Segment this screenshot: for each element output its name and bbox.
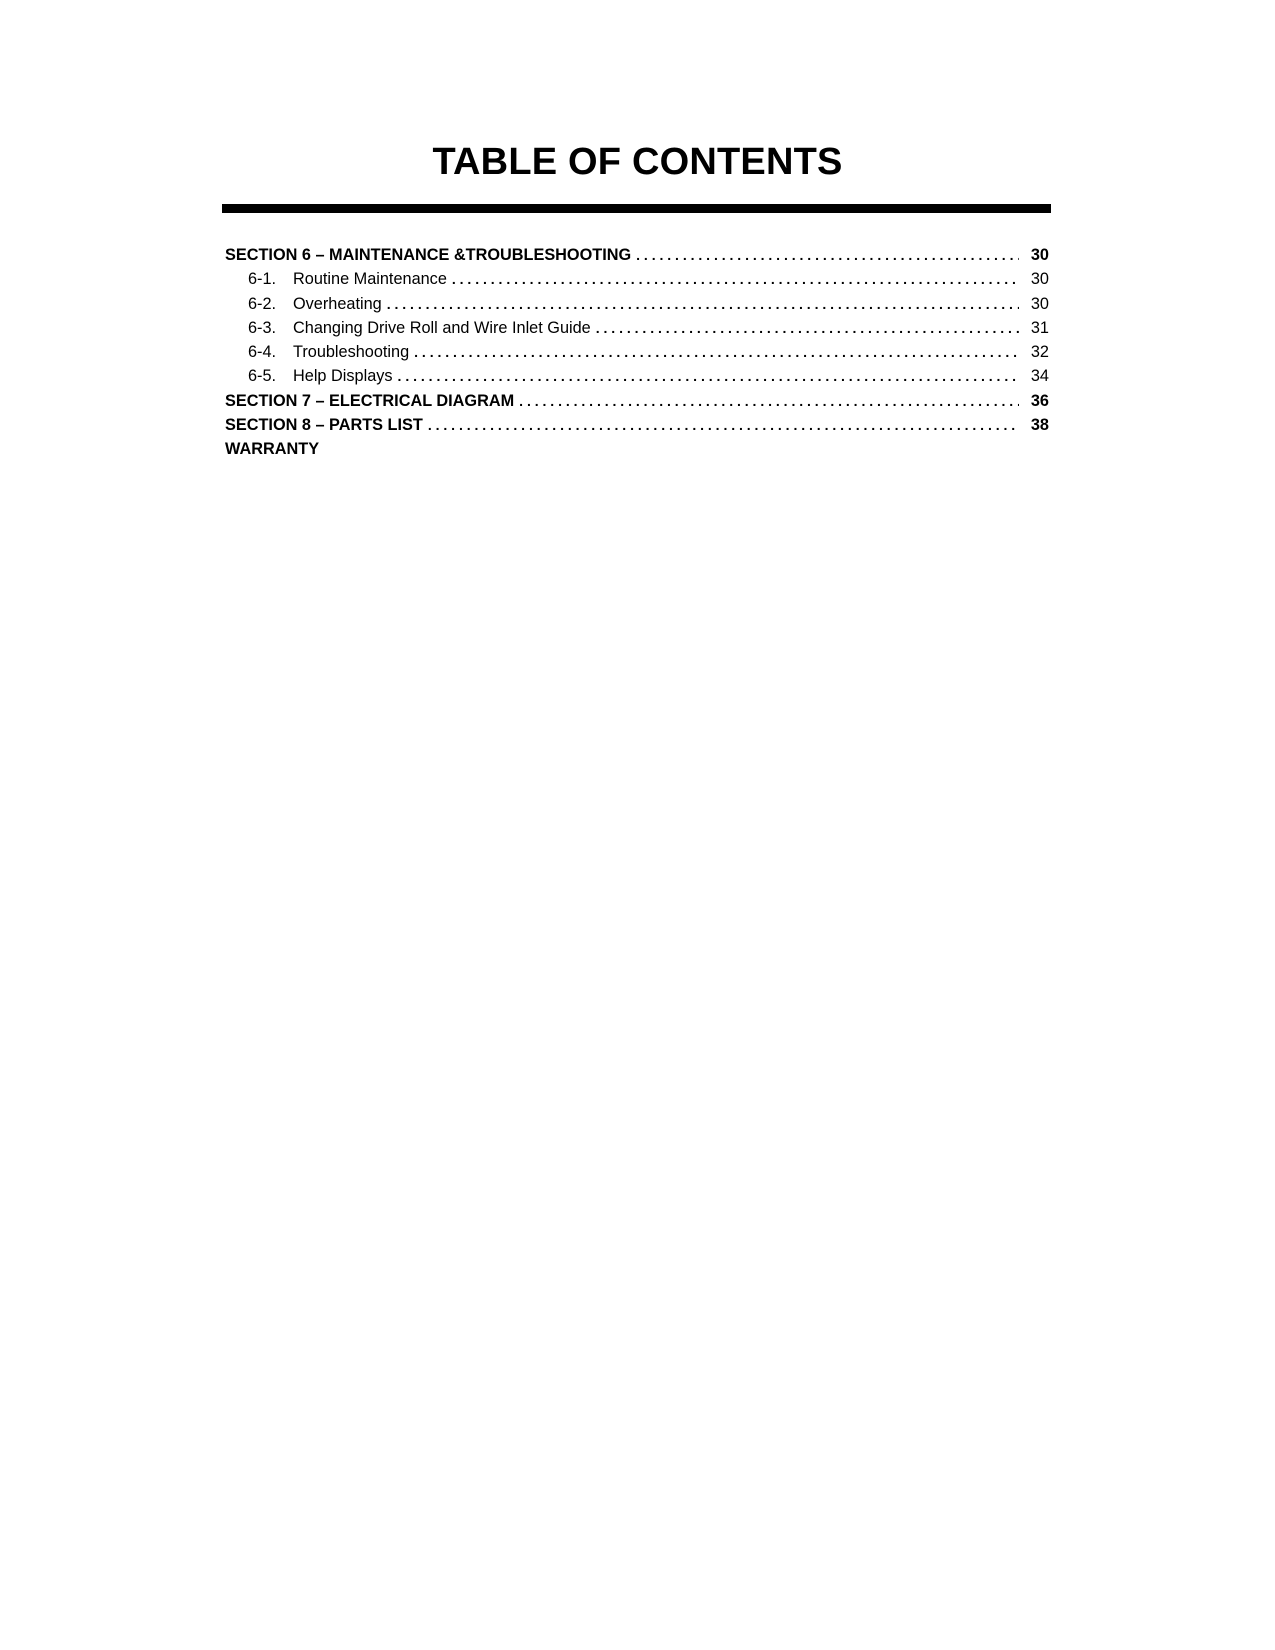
toc-dot-leader <box>398 364 1019 388</box>
toc-entry-label: Routine Maintenance <box>293 270 447 289</box>
toc-page-number: 34 <box>1030 367 1049 386</box>
toc-page-number: 32 <box>1030 343 1049 362</box>
toc-entry-section-6[interactable] <box>225 243 1049 267</box>
toc-page-number: 30 <box>1030 294 1049 313</box>
toc-entry-number: 6-4. <box>248 343 277 362</box>
toc-entry-label: Overheating <box>293 294 382 313</box>
title-rule <box>222 204 1051 213</box>
toc-dot-leader <box>428 413 1019 437</box>
toc-dot-leader <box>452 267 1019 291</box>
toc-entry-6-3[interactable] <box>225 316 1049 340</box>
toc-entry-label: Troubleshooting <box>293 343 410 362</box>
toc-entry-label: WARRANTY <box>225 440 320 459</box>
toc-page-number: 30 <box>1030 270 1049 289</box>
toc-page-number: 31 <box>1030 318 1049 337</box>
toc-dot-leader <box>387 292 1019 316</box>
toc-entry-6-2[interactable] <box>225 292 1049 316</box>
toc-entry-number: 6-1. <box>248 270 277 289</box>
toc-page-number: 36 <box>1030 391 1049 410</box>
toc-entry-label: SECTION 6 – MAINTENANCE &TROUBLESHOOTING <box>225 246 632 264</box>
toc-entry-label: SECTION 8 – PARTS LIST <box>225 416 423 435</box>
toc-entry-warranty[interactable] <box>225 437 1049 461</box>
toc-dot-leader <box>519 389 1019 413</box>
toc-page-number: 38 <box>1030 416 1049 435</box>
toc-entry-label: Changing Drive Roll and Wire Inlet Guide <box>293 318 591 337</box>
toc-entry-number: 6-3. <box>248 318 277 337</box>
toc-entry-6-5[interactable] <box>225 364 1049 388</box>
toc-entry-number: 6-2. <box>248 294 277 313</box>
toc-entry-section-7[interactable] <box>225 389 1049 413</box>
toc-page-number: 30 <box>1030 246 1049 264</box>
toc-dot-leader <box>414 340 1019 364</box>
toc-entry-number: 6-5. <box>248 367 277 386</box>
toc-entry-label: Help Displays <box>293 367 393 386</box>
toc-entry-label: SECTION 7 – ELECTRICAL DIAGRAM <box>225 391 515 410</box>
toc-entry-6-4[interactable] <box>225 340 1049 364</box>
page-title: TABLE OF CONTENTS <box>432 141 843 183</box>
toc-entry-section-8[interactable] <box>225 413 1049 437</box>
toc-dot-leader <box>596 316 1019 340</box>
table-of-contents <box>225 243 1049 462</box>
toc-entry-6-1[interactable] <box>225 267 1049 291</box>
toc-dot-leader <box>636 243 1019 267</box>
